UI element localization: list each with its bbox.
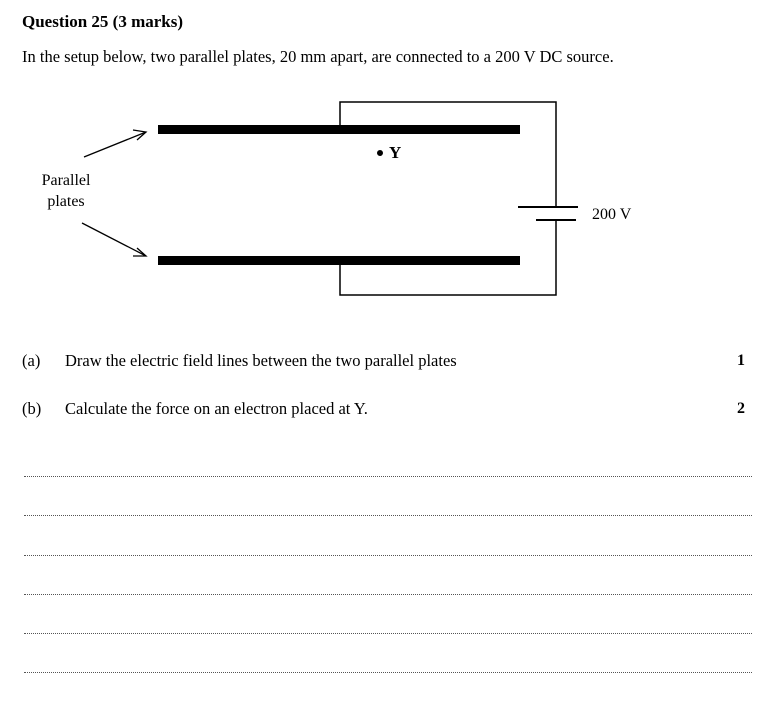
bottom-plate	[158, 256, 520, 265]
answer-line[interactable]	[24, 595, 752, 634]
battery-icon	[518, 207, 578, 220]
part-a-text: Draw the electric field lines between the two parallel plates	[65, 351, 457, 370]
part-b-label: (b)	[22, 399, 42, 418]
part-a-marks: 1	[737, 352, 745, 369]
part-b-text: Calculate the force on an electron placed at Y.	[65, 399, 368, 418]
arrow-icon	[84, 130, 146, 157]
answer-line[interactable]	[24, 516, 752, 555]
question-title: Question 25 (3 marks)	[22, 12, 184, 31]
answer-line[interactable]	[24, 477, 752, 516]
arrow-icon	[82, 223, 146, 256]
plates-label-line1: Parallel	[41, 172, 91, 189]
question-intro: In the setup below, two parallel plates, 20 mm apart, are connected to a 200 V DC source.	[22, 47, 614, 66]
part-b-marks: 2	[737, 400, 745, 417]
point-y-label: Y	[389, 143, 402, 162]
top-plate	[158, 125, 520, 134]
answer-area[interactable]	[24, 476, 752, 711]
answer-line[interactable]	[24, 556, 752, 595]
answer-line[interactable]	[24, 634, 752, 673]
source-voltage-label: 200 V	[592, 206, 632, 223]
plates-label-line2: plates	[47, 193, 85, 210]
answer-line[interactable]	[24, 438, 752, 477]
parallel-plates-diagram	[0, 90, 775, 310]
part-a-label: (a)	[22, 351, 41, 370]
point-y-dot	[377, 150, 383, 156]
